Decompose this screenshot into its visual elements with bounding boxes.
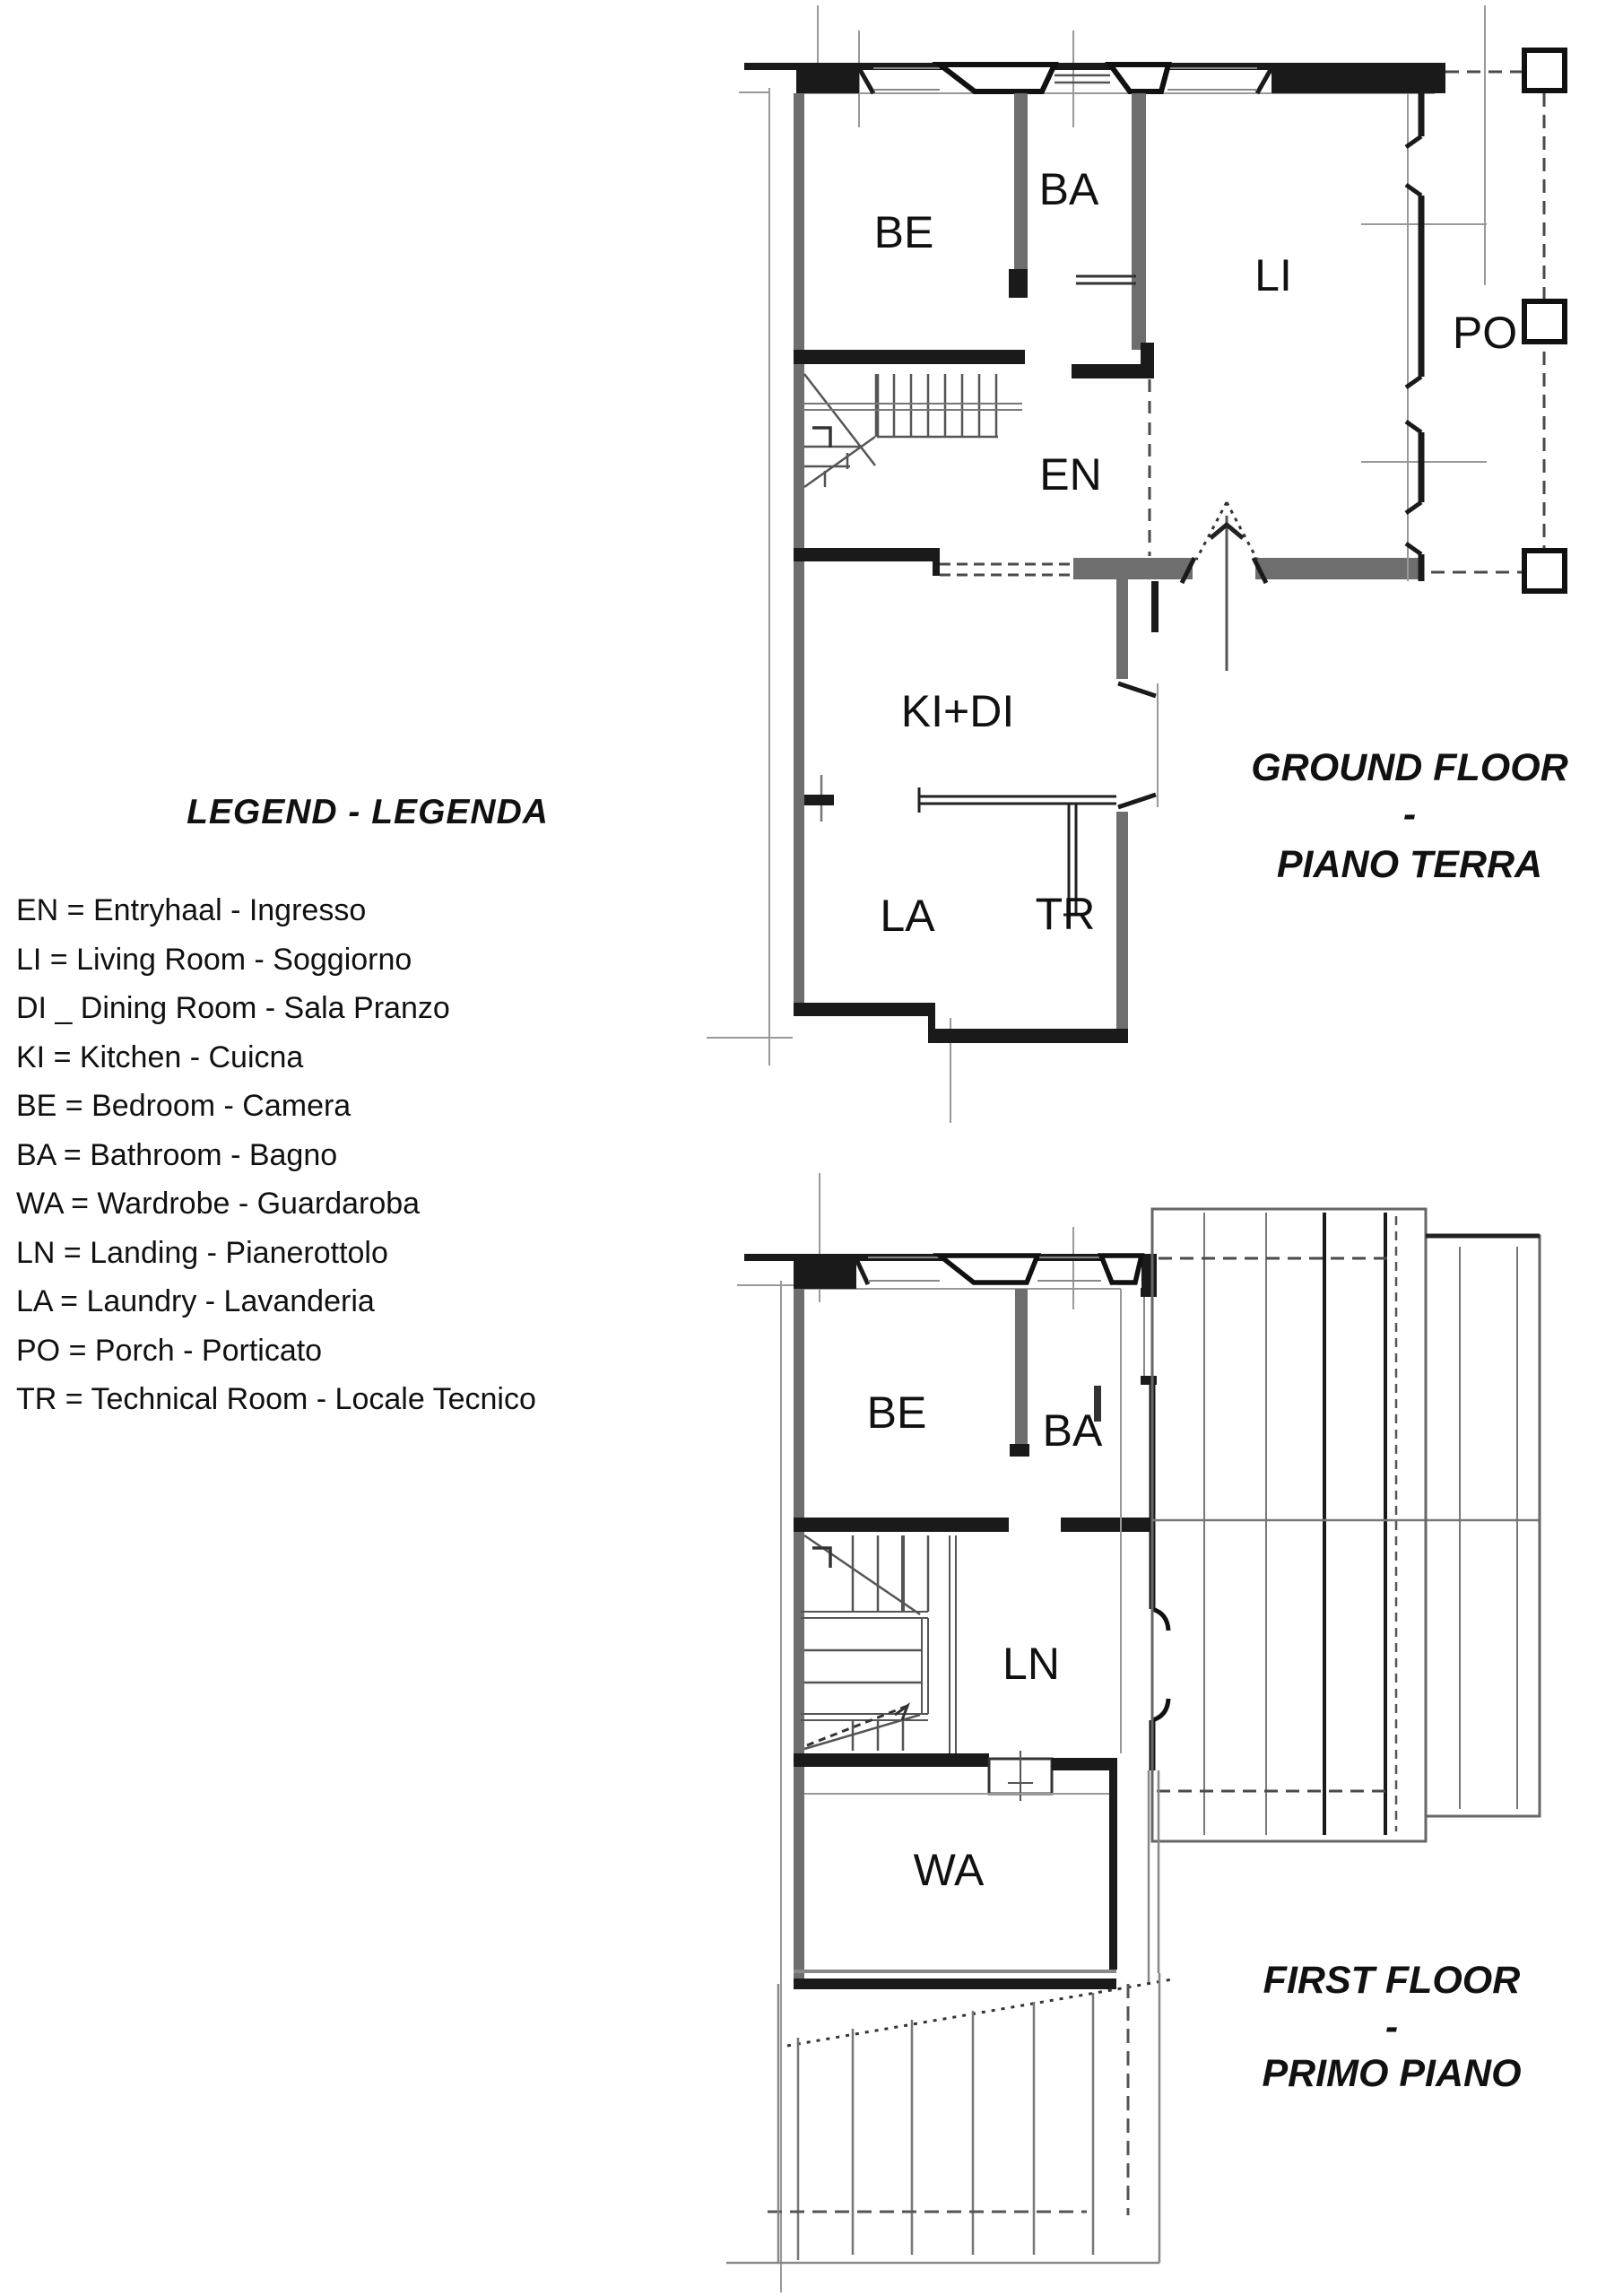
room-label-ln: LN: [1002, 1639, 1060, 1689]
gf-window-sill-be: [940, 65, 1055, 91]
legend-entry-ki: KI = Kitchen - Cuicna: [16, 1039, 304, 1074]
ground-floor-title-line2: -: [1402, 793, 1417, 836]
legend-entry-po: PO = Porch - Porticato: [16, 1333, 323, 1368]
legend-entry-ln: LN = Landing - Pianerottolo: [16, 1235, 388, 1270]
ff-title: [1262, 1959, 1521, 2095]
stair-cut-line: [807, 1706, 907, 1745]
gf-top-wall: [744, 63, 1445, 93]
legend-entry-en: EN = Entryhaal - Ingresso: [16, 893, 367, 927]
ff-roof-main: [1152, 1209, 1540, 1841]
ff-stairs: [801, 1535, 956, 1753]
ff-roof-secondary: [1426, 1236, 1540, 1816]
room-label-po: PO: [1452, 308, 1518, 358]
legend-entry-wa: WA = Wardrobe - Guardaroba: [16, 1187, 421, 1221]
legend-entry-ba: BA = Bathroom - Bagno: [16, 1137, 338, 1172]
room-label-en: EN: [1039, 449, 1102, 500]
gf-window-sill-ba: [1110, 65, 1168, 91]
first-floor-plan: [726, 1173, 1540, 2292]
first-floor-title-line2: -: [1384, 2005, 1399, 2048]
room-label-be-first: BE: [866, 1387, 927, 1438]
legend-entry-tr: TR = Technical Room - Locale Tecnico: [16, 1382, 536, 1416]
ff-window-sill-ba: [1101, 1256, 1141, 1283]
ground-floor-title-line1: GROUND FLOOR: [1251, 746, 1568, 789]
gf-passage-dashed: [940, 564, 1073, 575]
ff-roof-lower: [726, 1973, 1172, 2263]
gf-kitchen-block: [794, 561, 1159, 1043]
porch-column: [1524, 301, 1565, 342]
gf-window-glazing: [873, 68, 1257, 90]
room-label-la: LA: [880, 891, 935, 941]
legend-title: LEGEND - LEGENDA: [187, 793, 549, 831]
porch-column: [1524, 50, 1565, 91]
gf-title: [1251, 746, 1568, 886]
room-label-ba-first: BA: [1042, 1405, 1103, 1456]
room-label-wa: WA: [913, 1845, 985, 1895]
first-floor-title-line1: FIRST FLOOR: [1263, 1959, 1521, 2002]
gf-walls: [794, 93, 1424, 583]
room-label-li: LI: [1254, 250, 1292, 300]
stair-direction-hook: [812, 428, 830, 448]
gf-li-right-wall: [1406, 93, 1421, 581]
ground-floor-title-line3: PIANO TERRA: [1276, 843, 1543, 886]
room-label-tr: TR: [1035, 889, 1096, 939]
legend-entry-be: BE = Bedroom - Camera: [16, 1089, 352, 1123]
ff-room-labels: [867, 1387, 1103, 1895]
legend-entry-di: DI _ Dining Room - Sala Pranzo: [16, 991, 450, 1025]
ground-floor-plan: [707, 5, 1568, 1123]
ff-window-sill-be: [940, 1256, 1037, 1283]
first-floor-title-line3: PRIMO PIANO: [1262, 2052, 1522, 2095]
entrance-arrow: [1196, 502, 1257, 671]
porch-column: [1524, 551, 1565, 591]
room-label-kidi: KI+DI: [900, 686, 1015, 736]
ff-top-wall: [744, 1254, 1157, 1289]
room-label-ba-ground: BA: [1038, 164, 1099, 214]
legend-entry-la: LA = Laundry - Lavanderia: [16, 1284, 375, 1318]
legend-entry-li: LI = Living Room - Soggiorno: [16, 942, 412, 977]
gf-stairs: [801, 374, 1022, 487]
room-label-be-ground: BE: [873, 207, 934, 257]
